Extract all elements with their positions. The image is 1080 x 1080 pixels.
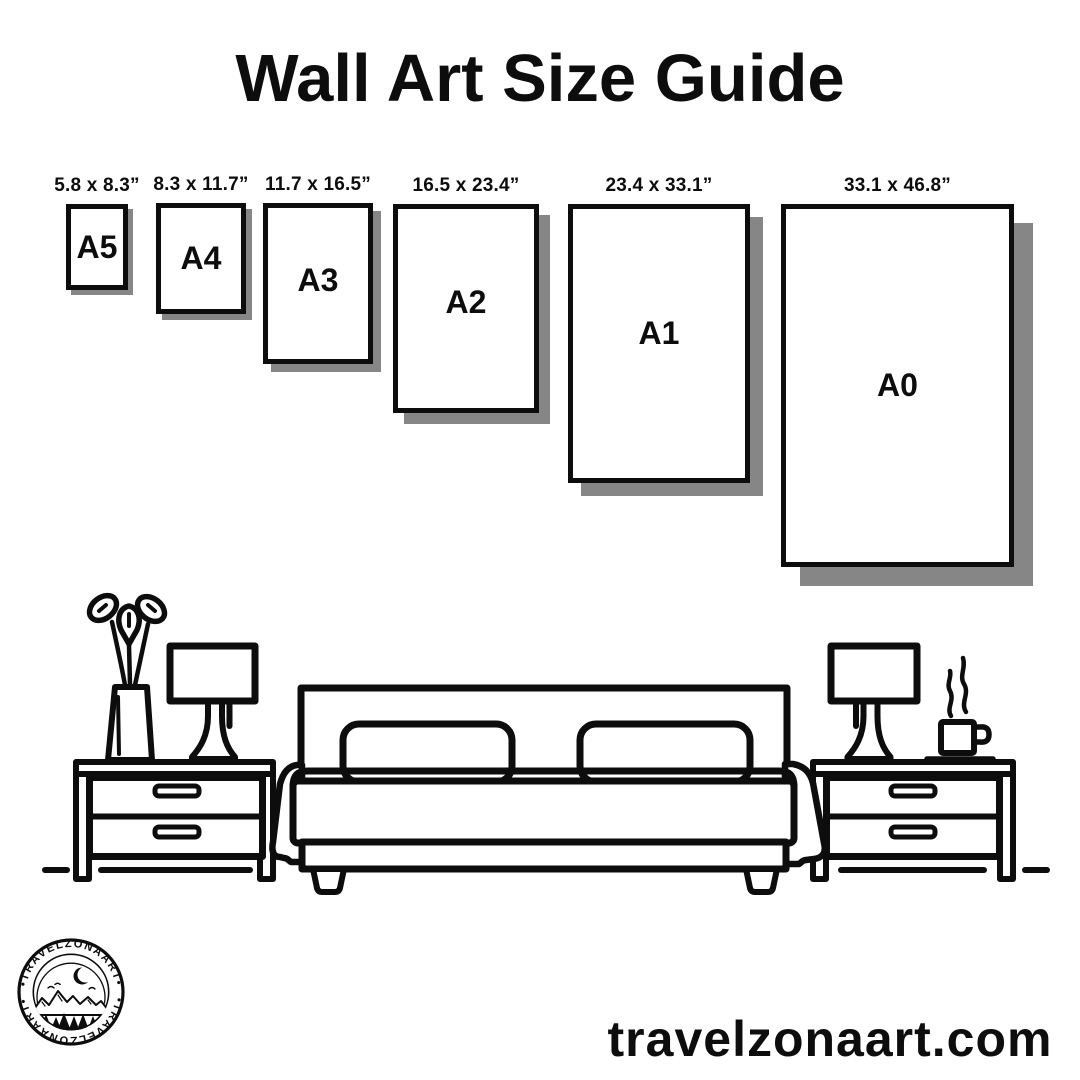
steam-icon [962, 658, 966, 712]
frame-name-a4: A4 [180, 240, 222, 276]
logo-arc-text-bottom: •TRAVELZONAART• [17, 996, 125, 1047]
website-url: travelzonaart.com [607, 1011, 1053, 1067]
size-label-a5: 5.8 x 8.3” [54, 175, 140, 196]
mattress [293, 781, 794, 843]
bed-base [302, 842, 786, 869]
vase-body [108, 687, 152, 760]
nightstand-right-icon [813, 762, 1013, 879]
frame-name-a5: A5 [76, 228, 118, 265]
lamp-shade [831, 646, 917, 701]
bed-foot [746, 869, 777, 892]
steam-icon [949, 671, 952, 716]
nightstand-left-icon [76, 762, 273, 879]
size-label-a1: 23.4 x 33.1” [605, 175, 713, 196]
bed-icon [272, 688, 824, 892]
page-title: Wall Art Size Guide [235, 41, 845, 116]
frame-name-a3: A3 [297, 262, 339, 298]
flower-vase-icon [85, 590, 170, 760]
logo-arc-text-top: •TRAVELZONAART• [17, 937, 125, 988]
size-label-a2: 16.5 x 23.4” [412, 175, 520, 196]
coffee-cup-icon [927, 658, 993, 759]
moon-icon [73, 967, 88, 984]
size-label-a4: 8.3 x 11.7” [153, 174, 249, 195]
frame-name-a1: A1 [638, 315, 680, 351]
table-lamp-right-icon [831, 646, 917, 759]
size-label-a0: 33.1 x 46.8” [844, 175, 951, 196]
frame-name-a2: A2 [445, 284, 487, 320]
lamp-shade [170, 646, 255, 701]
brand-logo [4, 925, 138, 1059]
size-label-a3: 11.7 x 16.5” [265, 174, 371, 195]
bird-icon [48, 983, 95, 989]
frame-name-a0: A0 [877, 367, 918, 403]
table-lamp-left-icon [170, 646, 255, 759]
bed-foot [313, 869, 344, 892]
